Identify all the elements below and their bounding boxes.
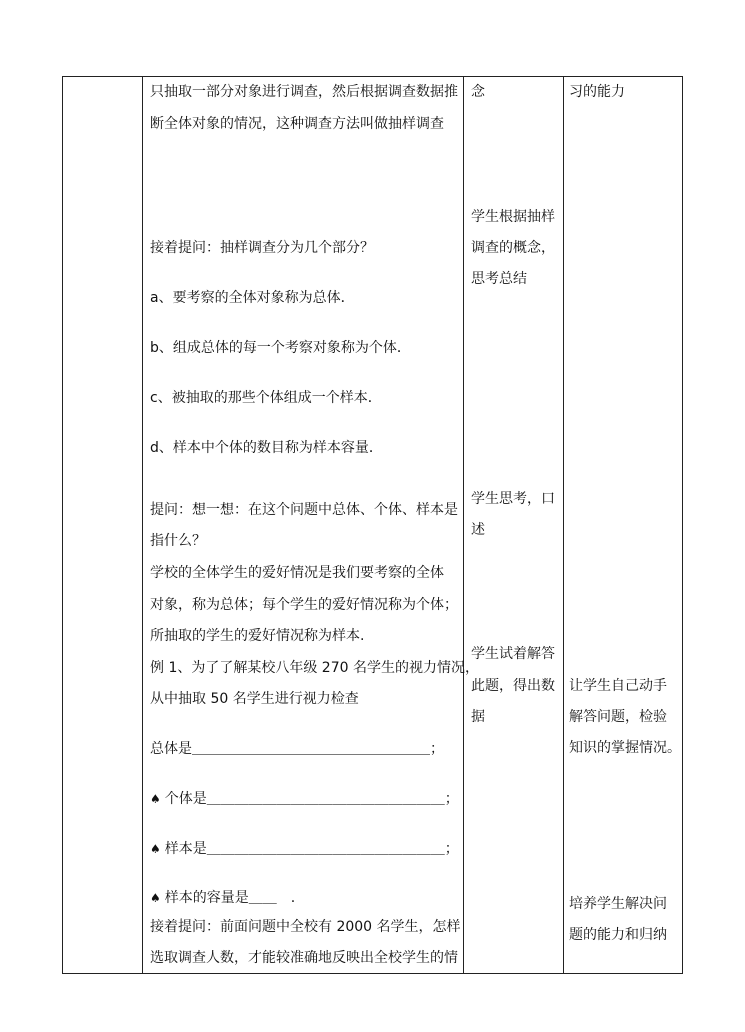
design-intent-line: 让学生自己动手 — [569, 678, 667, 694]
spade-icon: ♠ — [150, 842, 161, 856]
content-line: 指什么？ — [150, 533, 206, 549]
content-line: a、要考察的全体对象称为总体． — [150, 290, 355, 306]
blank-line-text: 个体是＿＿＿＿＿＿＿＿＿＿＿＿＿＿＿＿＿； — [164, 791, 459, 807]
content-line: b、组成总体的每一个考察对象称为个体． — [150, 340, 411, 356]
student-activity-line: 学生思考，口 — [471, 491, 555, 507]
blank-line-individual — [150, 789, 459, 809]
design-intent-line: 知识的掌握情况。 — [569, 740, 681, 756]
student-activity-line: 调查的概念， — [471, 240, 555, 256]
table-divider-2 — [463, 76, 464, 974]
blank-line-sample — [150, 839, 459, 859]
student-activity-line: 学生试着解答 — [471, 646, 555, 662]
content-line: 选取调查人数，才能较准确地反映出全校学生的情 — [150, 950, 458, 966]
content-line: 例 1、为了了解某校八年级 270 名学生的视力情况， — [150, 660, 479, 676]
content-line: 只抽取一部分对象进行调查，然后根据调查数据推 — [150, 84, 458, 100]
spade-icon: ♠ — [150, 891, 161, 905]
table-border-top — [62, 76, 683, 77]
content-line: 从中抽取 50 名学生进行视力检查 — [150, 691, 359, 707]
design-intent-line: 习的能力 — [569, 84, 625, 100]
content-line: 断全体对象的情况，这种调查方法叫做抽样调查 — [150, 116, 444, 132]
student-activity-line: 述 — [471, 522, 485, 538]
student-activity-line: 此题，得出数 — [471, 678, 555, 694]
blank-line-population: 总体是＿＿＿＿＿＿＿＿＿＿＿＿＿＿＿＿＿； — [150, 741, 444, 757]
content-line: 接着提问：抽样调查分为几个部分？ — [150, 240, 374, 256]
design-intent-line: 题的能力和归纳 — [569, 927, 667, 943]
student-activity-line: 据 — [471, 709, 485, 725]
table-border-bottom — [62, 973, 683, 974]
design-intent-line: 培养学生解决问 — [569, 896, 667, 912]
student-activity-line: 念 — [471, 84, 485, 100]
table-divider-3 — [563, 76, 564, 974]
table-border-right — [682, 76, 683, 974]
student-activity-line: 学生根据抽样 — [471, 209, 555, 225]
table-divider-1 — [142, 76, 143, 974]
design-intent-line: 解答问题，检验 — [569, 709, 667, 725]
content-line: c、被抽取的那些个体组成一个样本． — [150, 390, 382, 406]
content-line: 对象，称为总体；每个学生的爱好情况称为个体； — [150, 597, 458, 613]
content-line: 所抽取的学生的爱好情况称为样本. — [150, 628, 365, 644]
table-border-left — [62, 76, 63, 974]
blank-line-sample-size — [150, 888, 295, 908]
student-activity-line: 思考总结 — [471, 271, 527, 287]
blank-line-text: 样本是＿＿＿＿＿＿＿＿＿＿＿＿＿＿＿＿＿； — [164, 841, 459, 857]
content-line: 学校的全体学生的爱好情况是我们要考察的全体 — [150, 565, 444, 581]
content-line: d、样本中个体的数目称为样本容量． — [150, 440, 383, 456]
content-line: 提问：想一想：在这个问题中总体、个体、样本是 — [150, 502, 458, 518]
blank-line-text: 样本的容量是＿＿ . — [164, 890, 296, 906]
content-line: 接着提问：前面问题中全校有 2000 名学生，怎样 — [150, 919, 461, 935]
spade-icon: ♠ — [150, 792, 161, 806]
